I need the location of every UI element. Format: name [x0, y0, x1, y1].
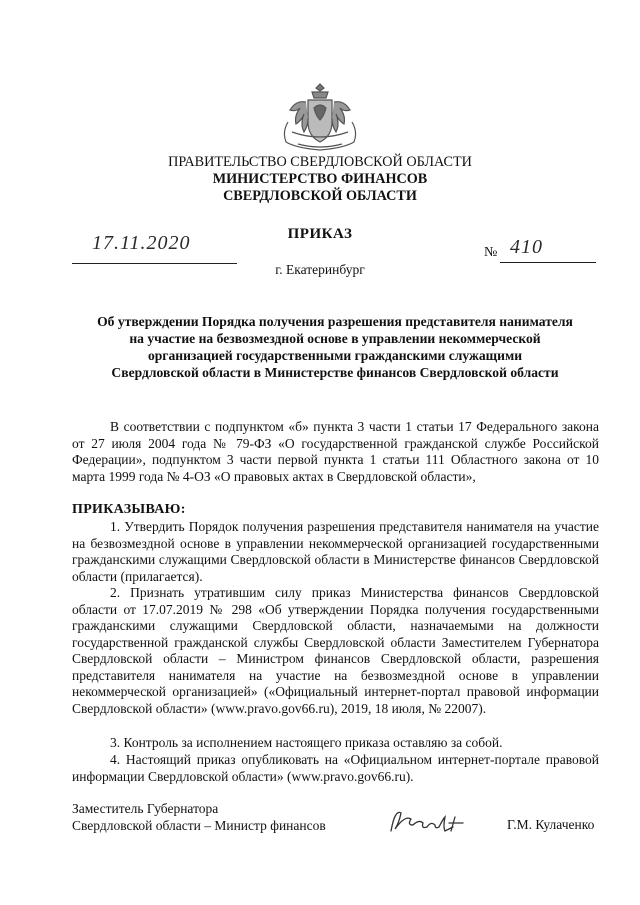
position-line: Заместитель Губернатора: [72, 801, 219, 816]
city-name: г. Екатеринбург: [275, 262, 365, 277]
position-line: Свердловской области – Министр финансов: [72, 818, 326, 833]
order-item-4: 4. Настоящий приказ опубликовать на «Официальном интернет-портале правовой информации Свердловской области» (www.pravo.gov66.ru).: [72, 752, 599, 784]
ministry-name-line2: СВЕРДЛОВСКОЙ ОБЛАСТИ: [223, 188, 417, 204]
order-date-handwritten: 17.11.2020: [92, 232, 191, 254]
subject-line: на участие на безвозмездной основе в управлении некоммерческой: [129, 331, 541, 346]
order-subject: [70, 313, 600, 381]
subject-line: организацией государственными гражданскими служащими: [147, 348, 523, 363]
government-name: ПРАВИТЕЛЬСТВО СВЕРДЛОВСКОЙ ОБЛАСТИ: [168, 154, 472, 170]
signatory-name: Г.М. Кулаченко: [507, 817, 595, 832]
document-type-title: ПРИКАЗ: [287, 226, 353, 242]
coat-of-arms-emblem: [278, 78, 362, 154]
order-item-3: 3. Контроль за исполнением настоящего приказа оставляю за собой.: [110, 735, 503, 750]
order-item-1: 1. Утвердить Порядок получения разрешения представителя нанимателя на участие на безвозмездной основе в управлении некоммерческой организацией государственными гражданскими служащими Свердловской области в Министерстве финансов Свердловской области (прилагается).: [72, 519, 599, 584]
handwritten-signature: [385, 805, 470, 839]
decree-word: ПРИКАЗЫВАЮ:: [72, 502, 186, 517]
number-sign: №: [484, 245, 498, 260]
subject-line: Свердловской области в Министерстве финансов Свердловской области: [111, 365, 559, 380]
ministry-name-line1: МИНИСТЕРСТВО ФИНАНСОВ: [212, 171, 428, 187]
order-number-handwritten: 410: [510, 236, 543, 258]
order-item-2: 2. Признать утратившим силу приказ Министерства финансов Свердловской области от 17.07.2019 № 298 «Об утверждении Порядка получения государственными гражданскими служащими Свердловской области, назначаемыми на должности государственной гражданской службы Свердловской области Заместителем Губернатора Свердловской области – Министром финансов Свердловской области, разрешения представителя нанимателя на участие на безвозмездной основе в управлении некоммерческой организацией» («Официальный интернет-портал правовой информации Свердловской области» (www.pravo.gov66.ru), 2019, 18 июля, № 22007).: [72, 585, 599, 716]
signatory-position: [72, 800, 326, 834]
subject-line: Об утверждении Порядка получения разрешения представителя нанимателя: [97, 314, 573, 329]
preamble-paragraph: В соответствии с подпунктом «б» пункта 3 части 1 статьи 17 Федерального закона от 27 июля 2004 года № 79-ФЗ «О государственной гражданской службе Российской Федерации», подпунктом 3 части первой пункта 1 статьи 111 Областного закона от 10 марта 1999 года № 4-ОЗ «О правовых актах в Свердловской области»,: [72, 419, 599, 484]
